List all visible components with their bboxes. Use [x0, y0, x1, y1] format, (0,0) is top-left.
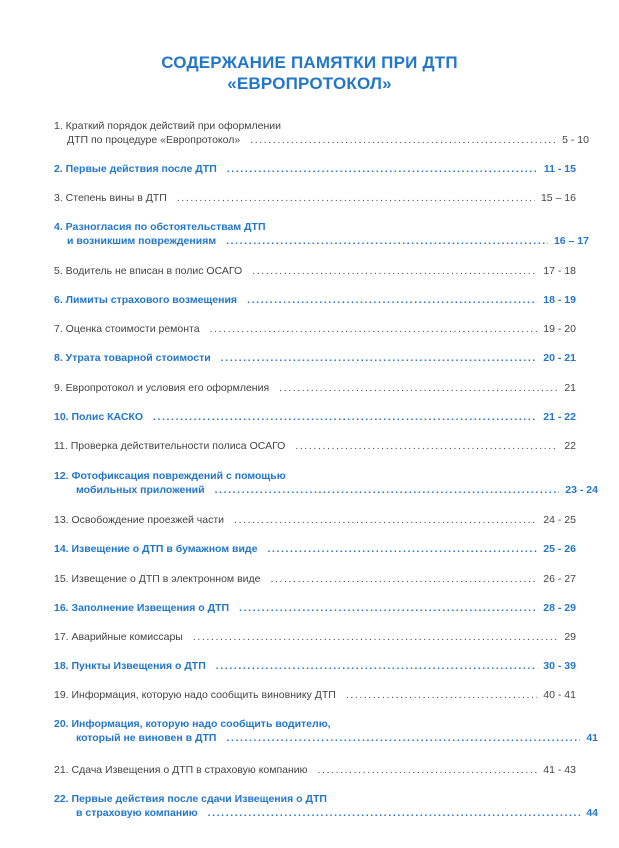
- toc-entry-pages: 23 - 24: [565, 484, 598, 496]
- toc-entry-pages: 41: [586, 732, 598, 744]
- title-line-1: СОДЕРЖАНИЕ ПАМЯТКИ ПРИ ДТП: [161, 53, 458, 72]
- leader-dots: [267, 542, 537, 556]
- toc-entry-label-cont: мобильных приложений: [76, 484, 205, 496]
- toc-entry-18[interactable]: [54, 659, 576, 673]
- leader-dots: [227, 162, 538, 176]
- toc-entry-pages: 18 - 19: [543, 294, 576, 306]
- toc-entry-label: 9. Европротокол и условия его оформления: [54, 382, 270, 394]
- toc-entry-14[interactable]: [54, 542, 576, 556]
- toc-entry-pages: 26 - 27: [543, 573, 576, 585]
- leader-dots: [295, 439, 558, 453]
- toc-entry-pages: 16 – 17: [553, 235, 589, 247]
- toc-entry-label: 2. Первые действия после ДТП: [54, 163, 217, 175]
- toc-entry-label: 17. Аварийные комиссары: [54, 631, 183, 643]
- toc-entry-label-cont: в страховую компанию: [76, 807, 198, 819]
- title-line-2: «ЕВРОПРОТОКОЛ»: [227, 74, 392, 93]
- toc-entry-label: 22. Первые действия после сдачи Извещения о ДТП: [54, 793, 327, 805]
- toc-entry-label: 4. Разногласия по обстоятельствам ДТП: [54, 221, 266, 233]
- toc-entry-17[interactable]: [54, 630, 576, 644]
- toc-entry-label: 14. Извещение о ДТП в бумажном виде: [54, 543, 258, 555]
- leader-dots: [250, 133, 556, 147]
- toc-entry-label: 8. Утрата товарной стоимости: [54, 352, 211, 364]
- leader-dots: [210, 322, 538, 336]
- leader-dots: [234, 513, 537, 527]
- document-title: [0, 52, 619, 94]
- toc-entry-pages: 29: [564, 631, 576, 643]
- leader-dots: [208, 806, 581, 820]
- toc-entry-label: 5. Водитель не вписан в полис ОСАГО: [54, 265, 243, 277]
- toc-entry-11[interactable]: [54, 439, 576, 453]
- toc-entry-label-cont: ДТП по процедуре «Европротокол»: [67, 134, 241, 146]
- toc-entry-15[interactable]: [54, 572, 576, 586]
- leader-dots: [226, 234, 548, 248]
- leader-dots: [193, 630, 558, 644]
- toc-entry-pages: 22: [564, 440, 576, 452]
- toc-entry-pages: 30 - 39: [543, 660, 576, 672]
- leader-dots: [346, 688, 537, 702]
- toc-entry-label: 18. Пункты Извещения о ДТП: [54, 660, 206, 672]
- toc-entry-1[interactable]: [54, 119, 589, 147]
- toc-entry-label: 13. Освобождение проезжей части: [54, 514, 225, 526]
- toc-entry-label: 1. Краткий порядок действий при оформлении: [54, 120, 281, 132]
- toc-entry-12[interactable]: [54, 469, 598, 497]
- toc-entry-pages: 21 - 22: [543, 411, 576, 423]
- toc-entry-pages: 15 – 16: [540, 192, 576, 204]
- toc-entry-7[interactable]: [54, 322, 576, 336]
- toc-entry-label-cont: и возникшим повреждениям: [67, 235, 217, 247]
- toc-entry-pages: 25 - 26: [543, 543, 576, 555]
- toc-entry-pages: 17 - 18: [543, 265, 576, 277]
- leader-dots: [226, 731, 580, 745]
- toc-entry-label: 11. Проверка действительности полиса ОСАГО: [54, 440, 286, 452]
- toc-entry-13[interactable]: [54, 513, 576, 527]
- toc-entry-label: 16. Заполнение Извещения о ДТП: [54, 602, 230, 614]
- leader-dots: [239, 601, 537, 615]
- leader-dots: [153, 410, 537, 424]
- toc-entry-10[interactable]: [54, 410, 576, 424]
- toc-entry-label: 21. Сдача Извещения о ДТП в страховую компанию: [54, 764, 308, 776]
- toc-entry-label-cont: который не виновен в ДТП: [76, 732, 217, 744]
- toc-entry-19[interactable]: [54, 688, 576, 702]
- toc-entry-pages: 11 - 15: [543, 163, 576, 175]
- toc-entry-20[interactable]: [54, 717, 598, 745]
- toc-entry-pages: 44: [586, 807, 598, 819]
- toc-entry-21[interactable]: [54, 763, 576, 777]
- toc-entry-pages: 5 - 10: [562, 134, 589, 146]
- toc-entry-pages: 20 - 21: [543, 352, 576, 364]
- leader-dots: [270, 572, 537, 586]
- toc-entry-label: 7. Оценка стоимости ремонта: [54, 323, 200, 335]
- toc-entry-2[interactable]: [54, 162, 576, 176]
- toc-entry-16[interactable]: [54, 601, 576, 615]
- toc-entry-label: 10. Полис КАСКО: [54, 411, 143, 423]
- toc-entry-label: 12. Фотофиксация повреждений с помощью: [54, 470, 286, 482]
- toc-entry-label: 19. Информация, которую надо сообщить виновнику ДТП: [54, 689, 336, 701]
- toc-entry-pages: 40 - 41: [543, 689, 576, 701]
- toc-entry-pages: 24 - 25: [543, 514, 576, 526]
- toc-entry-label: 6. Лимиты страхового возмещения: [54, 294, 238, 306]
- toc-entry-label: 15. Извещение о ДТП в электронном виде: [54, 573, 261, 585]
- toc-entry-label: 20. Информация, которую надо сообщить водителю,: [54, 718, 331, 730]
- leader-dots: [247, 293, 537, 307]
- toc-entry-8[interactable]: [54, 351, 576, 365]
- leader-dots: [318, 763, 538, 777]
- leader-dots: [221, 351, 538, 365]
- leader-dots: [215, 483, 560, 497]
- toc-entry-pages: 21: [564, 382, 576, 394]
- toc-entry-6[interactable]: [54, 293, 576, 307]
- leader-dots: [279, 381, 558, 395]
- toc-entry-9[interactable]: [54, 381, 576, 395]
- toc-entry-pages: 19 - 20: [543, 323, 576, 335]
- leader-dots: [216, 659, 538, 673]
- toc-entry-pages: 28 - 29: [543, 602, 576, 614]
- leader-dots: [177, 191, 535, 205]
- toc-entry-4[interactable]: [54, 220, 589, 248]
- toc-entry-label: 3. Степень вины в ДТП: [54, 192, 167, 204]
- toc-entry-5[interactable]: [54, 264, 576, 278]
- leader-dots: [252, 264, 537, 278]
- toc-entry-3[interactable]: [54, 191, 576, 205]
- toc-entry-pages: 41 - 43: [543, 764, 576, 776]
- toc-entry-22[interactable]: [54, 792, 598, 820]
